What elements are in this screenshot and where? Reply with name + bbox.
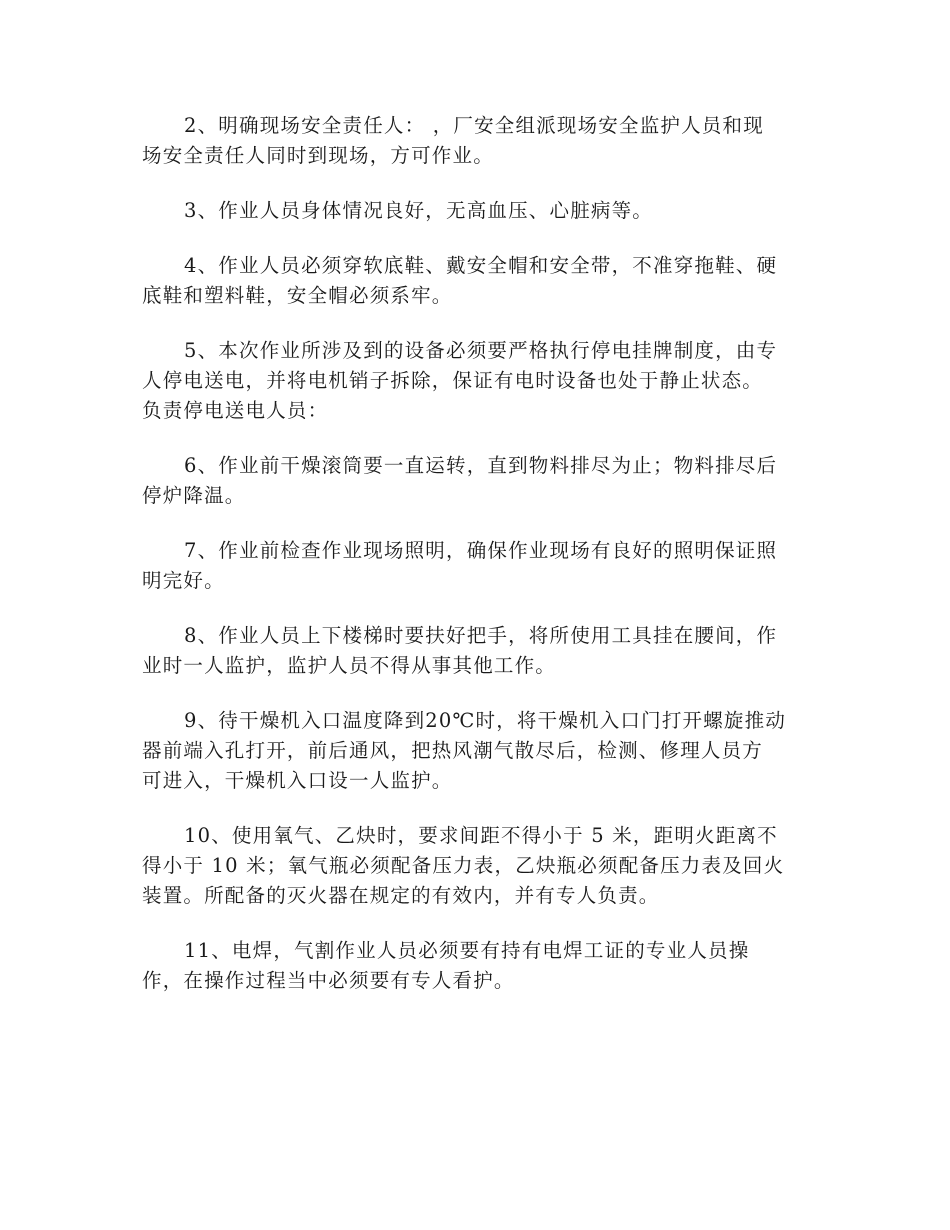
paragraph-2 bbox=[142, 111, 810, 171]
paragraph-line: 4、作业人员必须穿软底鞋、戴安全帽和安全带，不准穿拖鞋、硬 bbox=[184, 254, 778, 277]
paragraph-line: 装置。所配备的灭火器在规定的有效内，并有专人负责。 bbox=[142, 884, 660, 907]
paragraph-line: 得小于 10 米；氧气瓶必须配备压力表，乙炔瓶必须配备压力表及回火 bbox=[142, 854, 785, 877]
paragraph-line: 2、明确现场安全责任人： ，厂安全组派现场安全监护人员和现 bbox=[184, 114, 764, 137]
paragraph-line: 作，在操作过程当中必须要有专人看护。 bbox=[142, 969, 515, 992]
paragraph-line: 场安全责任人同时到现场，方可作业。 bbox=[142, 144, 494, 167]
paragraph-3 bbox=[142, 196, 810, 226]
paragraph-8 bbox=[142, 621, 810, 681]
paragraph-line: 8、作业人员上下楼梯时要扶好把手，将所使用工具挂在腰间，作 bbox=[184, 624, 778, 647]
paragraph-line: 可进入，干燥机入口设一人监护。 bbox=[142, 769, 453, 792]
paragraph-4 bbox=[142, 251, 810, 311]
paragraph-line: 停炉降温。 bbox=[142, 484, 246, 507]
document-body bbox=[142, 111, 810, 1021]
paragraph-line: 明完好。 bbox=[142, 569, 225, 592]
paragraph-line: 人停电送电，并将电机销子拆除，保证有电时设备也处于静止状态。 bbox=[142, 369, 764, 392]
paragraph-line: 7、作业前检查作业现场照明，确保作业现场有良好的照明保证照 bbox=[184, 539, 778, 562]
paragraph-line: 底鞋和塑料鞋，安全帽必须系牢。 bbox=[142, 284, 453, 307]
paragraph-line: 器前端入孔打开，前后通风，把热风潮气散尽后，检测、修理人员方 bbox=[142, 739, 764, 762]
paragraph-line: 11、电焊，气割作业人员必须要有持有电焊工证的专业人员操 bbox=[184, 939, 750, 962]
paragraph-11 bbox=[142, 936, 810, 996]
paragraph-5 bbox=[142, 336, 810, 426]
paragraph-line: 6、作业前干燥滚筒要一直运转，直到物料排尽为止；物料排尽后 bbox=[184, 454, 778, 477]
paragraph-line: 3、作业人员身体情况良好，无高血压、心脏病等。 bbox=[184, 199, 654, 222]
paragraph-6 bbox=[142, 451, 810, 511]
paragraph-9 bbox=[142, 706, 810, 796]
paragraph-10 bbox=[142, 821, 810, 911]
paragraph-7 bbox=[142, 536, 810, 596]
paragraph-line: 9、待干燥机入口温度降到20℃时，将干燥机入口门打开螺旋推动 bbox=[184, 709, 787, 732]
paragraph-line: 业时一人监护，监护人员不得从事其他工作。 bbox=[142, 654, 557, 677]
paragraph-line: 负责停电送电人员： bbox=[142, 399, 329, 422]
paragraph-line: 5、本次作业所涉及到的设备必须要严格执行停电挂牌制度，由专 bbox=[184, 339, 778, 362]
paragraph-line: 10、使用氧气、乙炔时，要求间距不得小于 5 米，距明火距离不 bbox=[184, 824, 778, 847]
